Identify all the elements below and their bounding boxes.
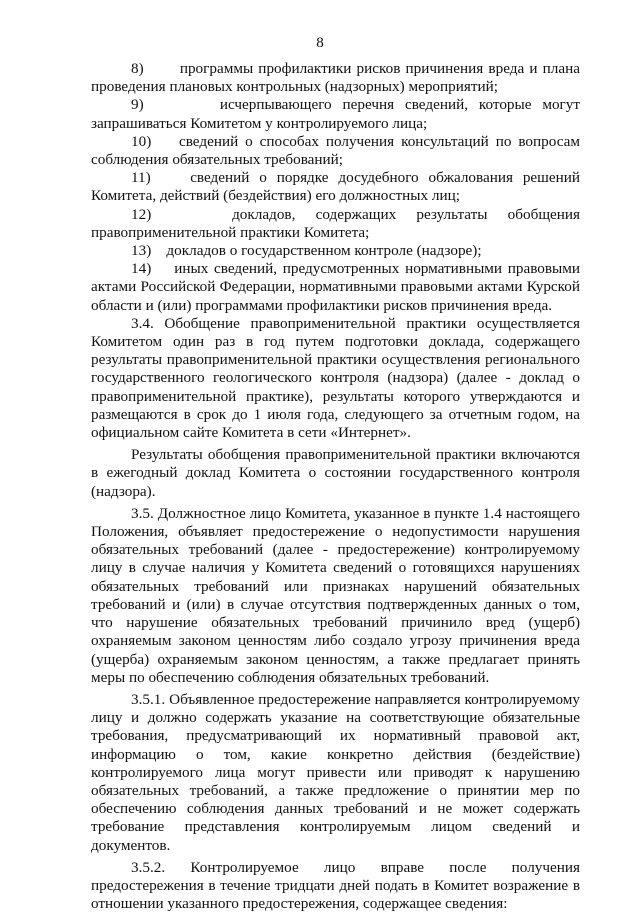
paragraph-3-5-1: 3.5.1. Объявленное предостережение направляется контролируемому лицу и должно содержать указание на соответствующие обязательные требования, предусматривающий их нормативный правовой акт, информацию о том, какие конкретно действия (бездействие) контролируемого лица могут привести или приводят к нарушению обязательных требований, а также предложение о принятии мер по обеспечению соблюдения данных требований и не может содержать требование представления контролируемым лицом сведений и документов.: [91, 690, 580, 854]
list-item-9: 9) исчерпывающего перечня сведений, которые могут запрашиваться Комитетом у контролируемого лица;: [91, 96, 580, 132]
list-item-14: 14) иных сведений, предусмотренных нормативными правовыми актами Российской Федерации, нормативными правовыми актами Курской области и (или) программами профилактики рисков причинения вреда.: [91, 260, 580, 314]
list-item-8: 8) программы профилактики рисков причинения вреда и плана проведения плановых контрольных (надзорных) мероприятий;: [91, 60, 580, 96]
list-item-13: 13) докладов о государственном контроле (надзоре);: [131, 242, 482, 260]
list-item-10: 10) сведений о способах получения консультаций по вопросам соблюдения обязательных требований;: [91, 132, 580, 169]
page-number: 8: [316, 35, 324, 51]
paragraph-3-5-2: 3.5.2. Контролируемое лицо вправе после получения предостережения в течение тридцати дней подать в Комитет возражение в отношении указанного предостережения, содержащее сведения:: [91, 858, 580, 913]
document-body: [91, 60, 580, 913]
paragraph-results: Результаты обобщения правоприменительной практики включаются в ежегодный доклад Комитета о состоянии государственного контроля (надзора).: [91, 446, 580, 500]
paragraph-3-4: 3.4. Обобщение правоприменительной практики осуществляется Комитетом один раз в год путем подготовки доклада, содержащего результаты правоприменительной практики осуществления регионального государственного геологического контроля (надзора) (далее - доклад о правоприменительной практике), результаты которого утверждаются и размещаются в срок до 1 июля года, следующего за отчетным годом, на официальном сайте Комитета в сети «Интернет».: [91, 314, 580, 442]
list-item-12: 12) докладов, содержащих результаты обобщения правоприменительной практики Комитета;: [91, 205, 580, 241]
paragraph-3-5: 3.5. Должностное лицо Комитета, указанное в пункте 1.4 настоящего Положения, объявляет предостережение о недопустимости нарушения обязательных требований (далее - предостережение) контролируемому лицу в случае наличия у Комитета сведений о готовящихся нарушениях обязательных требований или признаках нарушений обязательных требований и (или) в случае отсутствия подтвержденных данных о том, что нарушение обязательных требований причинило вред (ущерб) охраняемым законом ценностям либо создало угрозу причинения вреда (ущерба) охраняемым законом ценностям, а также предлагает принять меры по обеспечению соблюдения обязательных требований.: [91, 504, 580, 686]
list-item-11: 11) сведений о порядке досудебного обжалования решений Комитета, действий (бездействия) его должностных лиц;: [91, 169, 580, 205]
